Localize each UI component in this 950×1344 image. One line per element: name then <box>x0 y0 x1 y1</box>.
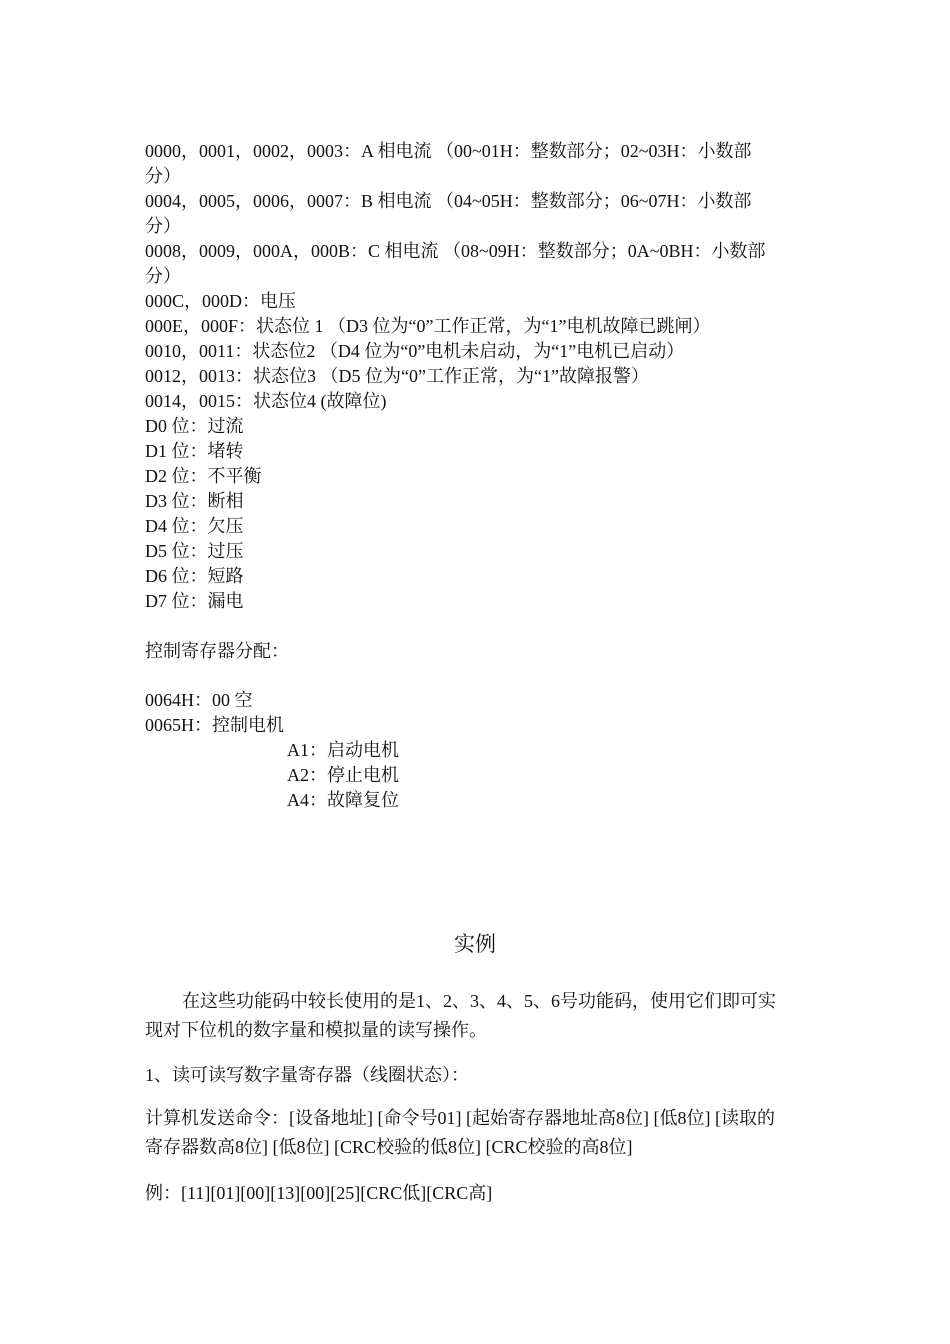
register-line: 000C，000D：电压 <box>145 291 297 311</box>
control-sub-line: A1：启动电机 <box>287 740 399 760</box>
item-heading: 1、读可读写数字量寄存器（线圈状态）： <box>145 1065 469 1085</box>
fault-bit-line: D7 位：漏电 <box>145 591 244 611</box>
intro-paragraph-line: 在这些功能码中较长使用的是1、2、3、4、5、6号功能码，使用它们即可实 <box>182 991 776 1011</box>
fault-bit-line: D0 位：过流 <box>145 416 244 436</box>
register-line: 000E，000F：状态位 1 （D3 位为“0”工作正常，为“1”电机故障已跳闸） <box>145 316 711 336</box>
control-line: 0065H：控制电机 <box>145 715 284 735</box>
example-line: 例：[11][01][00][13][00][25][CRC低][CRC高] <box>145 1183 493 1203</box>
command-line: 寄存器数高8位] [低8位] [CRC校验的低8位] [CRC校验的高8位] <box>145 1137 633 1157</box>
section-title: 实例 <box>454 932 496 956</box>
control-sub-line: A2：停止电机 <box>287 765 399 785</box>
register-line: 分） <box>145 266 181 286</box>
register-line: 0008，0009，000A，000B：C 相电流 （08~09H：整数部分；0A~0BH：小数部 <box>145 241 766 261</box>
command-line: 计算机发送命令：[设备地址] [命令号01] [起始寄存器地址高8位] [低8位] [读取的 <box>145 1108 775 1128</box>
control-heading: 控制寄存器分配： <box>145 641 289 661</box>
fault-bit-line: D6 位：短路 <box>145 566 244 586</box>
register-line: 0010，0011：状态位2 （D4 位为“0”电机未启动，为“1”电机已启动） <box>145 341 685 361</box>
register-line: 0000，0001，0002，0003：A 相电流 （00~01H：整数部分；02~03H：小数部 <box>145 141 752 161</box>
fault-bit-line: D5 位：过压 <box>145 541 244 561</box>
fault-bit-line: D3 位：断相 <box>145 491 244 511</box>
fault-bit-line: D1 位：堵转 <box>145 441 244 461</box>
register-line: 0004，0005，0006，0007：B 相电流 （04~05H：整数部分；06~07H：小数部 <box>145 191 752 211</box>
control-sub-line: A4：故障复位 <box>287 790 399 810</box>
intro-paragraph-line: 现对下位机的数字量和模拟量的读写操作。 <box>145 1020 487 1040</box>
control-line: 0064H：00 空 <box>145 690 253 710</box>
register-line: 0014，0015：状态位4 (故障位) <box>145 391 387 411</box>
fault-bit-line: D4 位：欠压 <box>145 516 244 536</box>
register-line: 分） <box>145 216 181 236</box>
fault-bit-line: D2 位：不平衡 <box>145 466 262 486</box>
register-line: 0012，0013：状态位3 （D5 位为“0”工作正常，为“1”故障报警） <box>145 366 649 386</box>
register-line: 分） <box>145 166 181 186</box>
